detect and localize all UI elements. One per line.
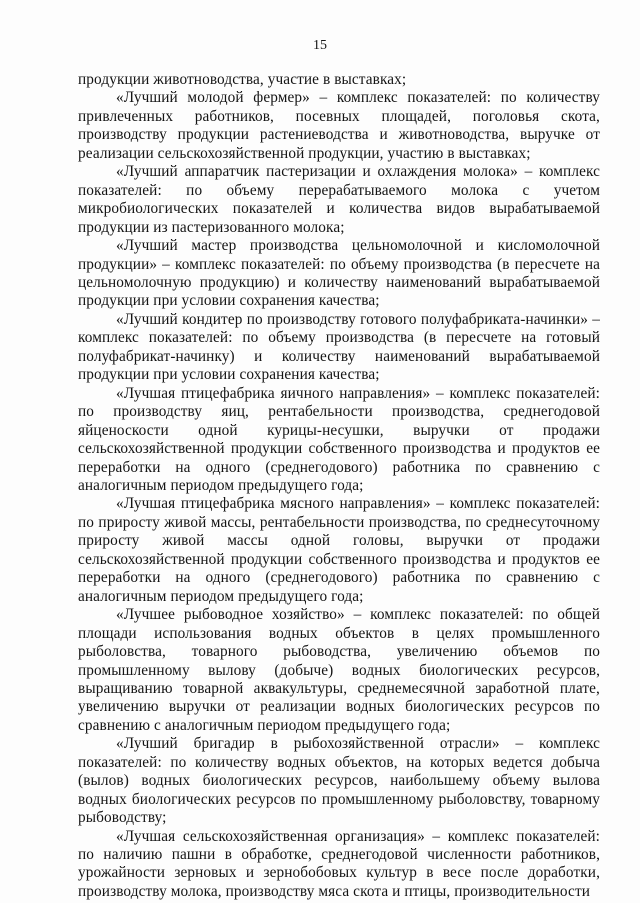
paragraph-best-confectioner: «Лучший кондитер по производству готового полуфабриката-начинки» – комплекс показателей: по объему производства (в пересчете на готовый полуфабрикат-начинку) и количеству наименований вырабатываемой продукции при условии сохранения качества;: [78, 310, 600, 384]
paragraph-best-egg-poultry-farm: «Лучшая птицефабрика яичного направления» – комплекс показателей: по производству яиц, рентабельности производства, среднегодовой яйценоскости одной курицы-несушки, выручки от продажи сельскохозяйственной продукции собственного производства и продуктов ее переработки на одного (среднегодового) работника по сравнению с аналогичным периодом предыдущего года;: [78, 384, 600, 494]
paragraph-best-fish-farm: «Лучшее рыбоводное хозяйство» – комплекс показателей: по общей площади использования водных объектов в целях промышленного рыболовства, товарного рыбоводства, увеличению объемов по промышленному вылову (добыче) водных биологических ресурсов, выращиванию товарной аквакультуры, среднемесячной заработной плате, увеличению выручки от реализации водных биологических ресурсов по сравнению с аналогичным периодом предыдущего года;: [78, 606, 600, 734]
paragraph-continuation: продукции животноводства, участие в выставках;: [78, 71, 407, 88]
body-text: [78, 71, 600, 901]
paragraph-best-pasteurization-operator: «Лучший аппаратчик пастеризации и охлаждения молока» – комплекс показателей: по объему перерабатываемого молока с учетом микробиологических показателей и количества видов вырабатываемой продукции из пастеризованного молока;: [78, 163, 600, 236]
page-number: 15: [313, 38, 327, 53]
paragraph-best-fishery-foreman: «Лучший бригадир в рыбохозяйственной отрасли» – комплекс показателей: по количеству водных объектов, на которых ведется добыча (вылов) водных биологических ресурсов, наибольшему объему вылова водных биологических ресурсов по промышленному рыболовству, товарному рыбоводству;: [78, 735, 600, 827]
paragraph-best-meat-poultry-farm: «Лучшая птицефабрика мясного направления» – комплекс показателей: по приросту живой массы, рентабельности производства, по среднесуточному приросту живой массы одной головы, выручки от продажи сельскохозяйственной продукции собственного производства и продуктов ее переработки на одного (среднегодового) работника по сравнению с аналогичным периодом предыдущего года;: [78, 495, 600, 605]
paragraph-best-agricultural-organization: «Лучшая сельскохозяйственная организация» – комплекс показателей: по наличию пашни в обработке, среднегодовой численности работников, урожайности зерновых и зернобобовых культур в весе после доработки, производству молока, производству мяса скота и птицы, производительности: [78, 827, 600, 900]
paragraph-best-young-farmer: «Лучший молодой фермер» – комплекс показателей: по количеству привлеченных работников, посевных площадей, поголовья скота, производству продукции растениеводства и животноводства, выручке от реализации сельскохозяйственной продукции, участию в выставках;: [78, 89, 600, 162]
paragraph-best-dairy-master: «Лучший мастер производства цельномолочной и кисломолочной продукции» – комплекс показателей: по объему производства (в пересчете на цельномолочную продукцию) и количеству наименований вырабатываемой продукции при условии сохранения качества;: [78, 237, 600, 310]
